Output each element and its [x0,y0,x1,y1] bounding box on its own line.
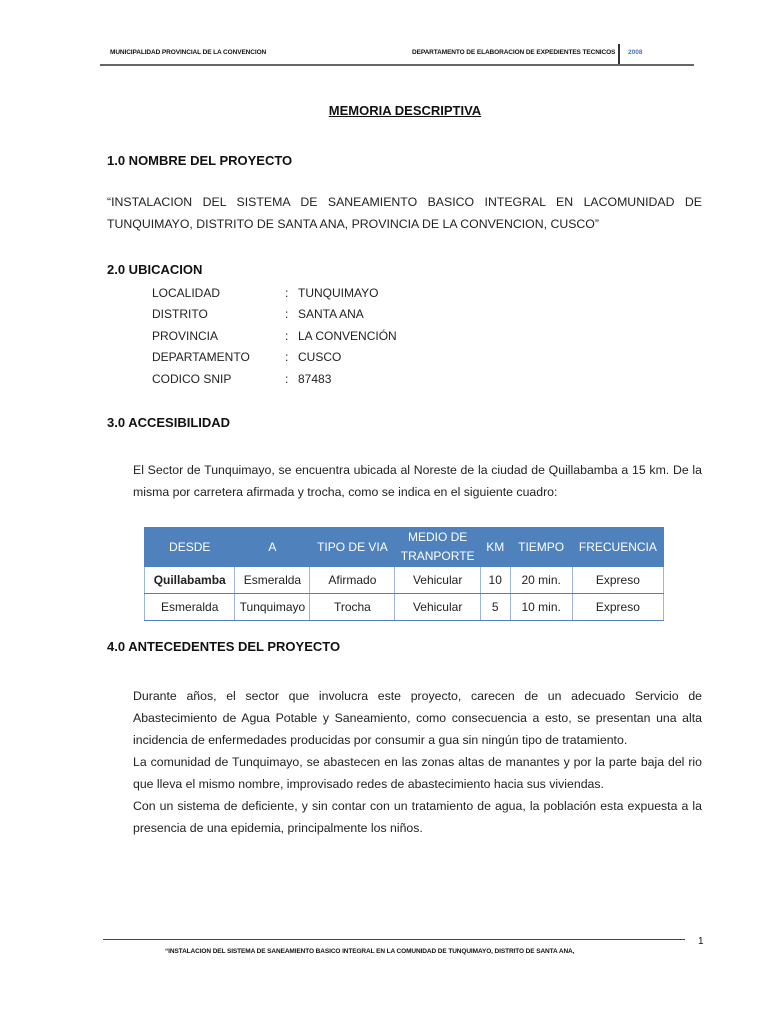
route-table [144,527,664,621]
location-label: LOCALIDAD [152,286,221,300]
header-left-text: MUNICIPALIDAD PROVINCIAL DE LA CONVENCION [110,49,267,56]
table-row [145,594,664,621]
location-value: CUSCO [298,350,342,364]
table-cell: 5 [480,594,510,621]
table-cell: 10 min. [510,594,572,621]
section-heading-antecedentes: 4.0 ANTECEDENTES DEL PROYECTO [107,639,341,654]
location-colon: : [285,307,289,321]
location-label: PROVINCIA [152,329,219,343]
header-separator [618,44,620,66]
table-cell: Expreso [572,594,663,621]
table-header-cell: KM [480,528,510,567]
table-cell: Trocha [310,594,395,621]
table-cell: Esmeralda [235,567,310,594]
location-label: CODICO SNIP [152,372,232,386]
location-colon: : [285,372,289,386]
table-cell: 20 min. [510,567,572,594]
header-rule [100,64,694,66]
page-number: 1 [698,936,704,947]
location-label: DEPARTAMENTO [152,350,250,364]
table-row [145,567,664,594]
table-cell: Vehicular [395,594,481,621]
location-value: TUNQUIMAYO [298,286,379,300]
project-name-text: “INSTALACION DEL SISTEMA DE SANEAMIENTO BASICO INTEGRAL EN LACOMUNIDAD DE TUNQUIMAYO, DISTRITO DE SANTA ANA, PROVINCIA DE LA CONVENCION, CUSCO” [107,195,702,231]
table-header-cell: TIPO DE VIA [310,528,395,567]
section-heading-accesibilidad: 3.0 ACCESIBILIDAD [107,415,231,430]
table-cell: Expreso [572,567,663,594]
footer-rule [103,939,685,940]
section-heading-nombre: 1.0 NOMBRE DEL PROYECTO [107,153,293,168]
table-cell: Vehicular [395,567,481,594]
document-title: MEMORIA DESCRIPTIVA [328,103,482,118]
table-header-cell: MEDIO DE TRANPORTE [395,528,481,567]
accessibility-text: El Sector de Tunquimayo, se encuentra ubicada al Noreste de la ciudad de Quillabamba a 15 km. De la misma por carretera afirmada y trocha, como se indica en el siguiente cuadro: [133,463,702,499]
table-header-cell: DESDE [145,528,235,567]
location-label: DISTRITO [152,307,208,321]
table-cell: Afirmado [310,567,395,594]
location-colon: : [285,350,289,364]
table-cell: 10 [480,567,510,594]
background-paragraph-3: Con un sistema de deficiente, y sin contar con un tratamiento de agua, la población esta expuesta a la presencia de una epidemia, principalmente los niños. [133,799,702,835]
table-header-cell: A [235,528,310,567]
table-header-cell: TIEMPO [510,528,572,567]
background-paragraph-1: Durante años, el sector que involucra este proyecto, carecen de un adecuado Servicio de Abastecimiento de Agua Potable y Saneamiento, como consecuencia a esto, se presentan una alta incidencia de enfermedades producidas por consumir a gua sin ningún tipo de tratamiento. [133,689,702,747]
table-header-cell: FRECUENCIA [572,528,663,567]
location-value: SANTA ANA [298,307,364,321]
location-colon: : [285,286,289,300]
table-cell: Esmeralda [145,594,235,621]
location-value: 87483 [298,372,332,386]
table-cell: Quillabamba [145,567,235,594]
header-year: 2008 [628,49,643,56]
header-right-text: DEPARTAMENTO DE ELABORACION DE EXPEDIENTES TECNICOS [412,49,616,56]
location-value: LA CONVENCIÓN [298,329,397,343]
footer-text: “INSTALACION DEL SISTEMA DE SANEAMIENTO BASICO INTEGRAL EN LA COMUNIDAD DE TUNQUIMAYO, DISTRITO DE SANTA ANA, [165,948,575,955]
section-heading-ubicacion: 2.0 UBICACION [107,262,203,277]
location-colon: : [285,329,289,343]
background-paragraph-2: La comunidad de Tunquimayo, se abastecen en las zonas altas de manantes y por la parte baja del rio que lleva el mismo nombre, improvisado redes de abastecimiento hacia sus viviendas. [133,755,702,791]
table-cell: Tunquimayo [235,594,310,621]
